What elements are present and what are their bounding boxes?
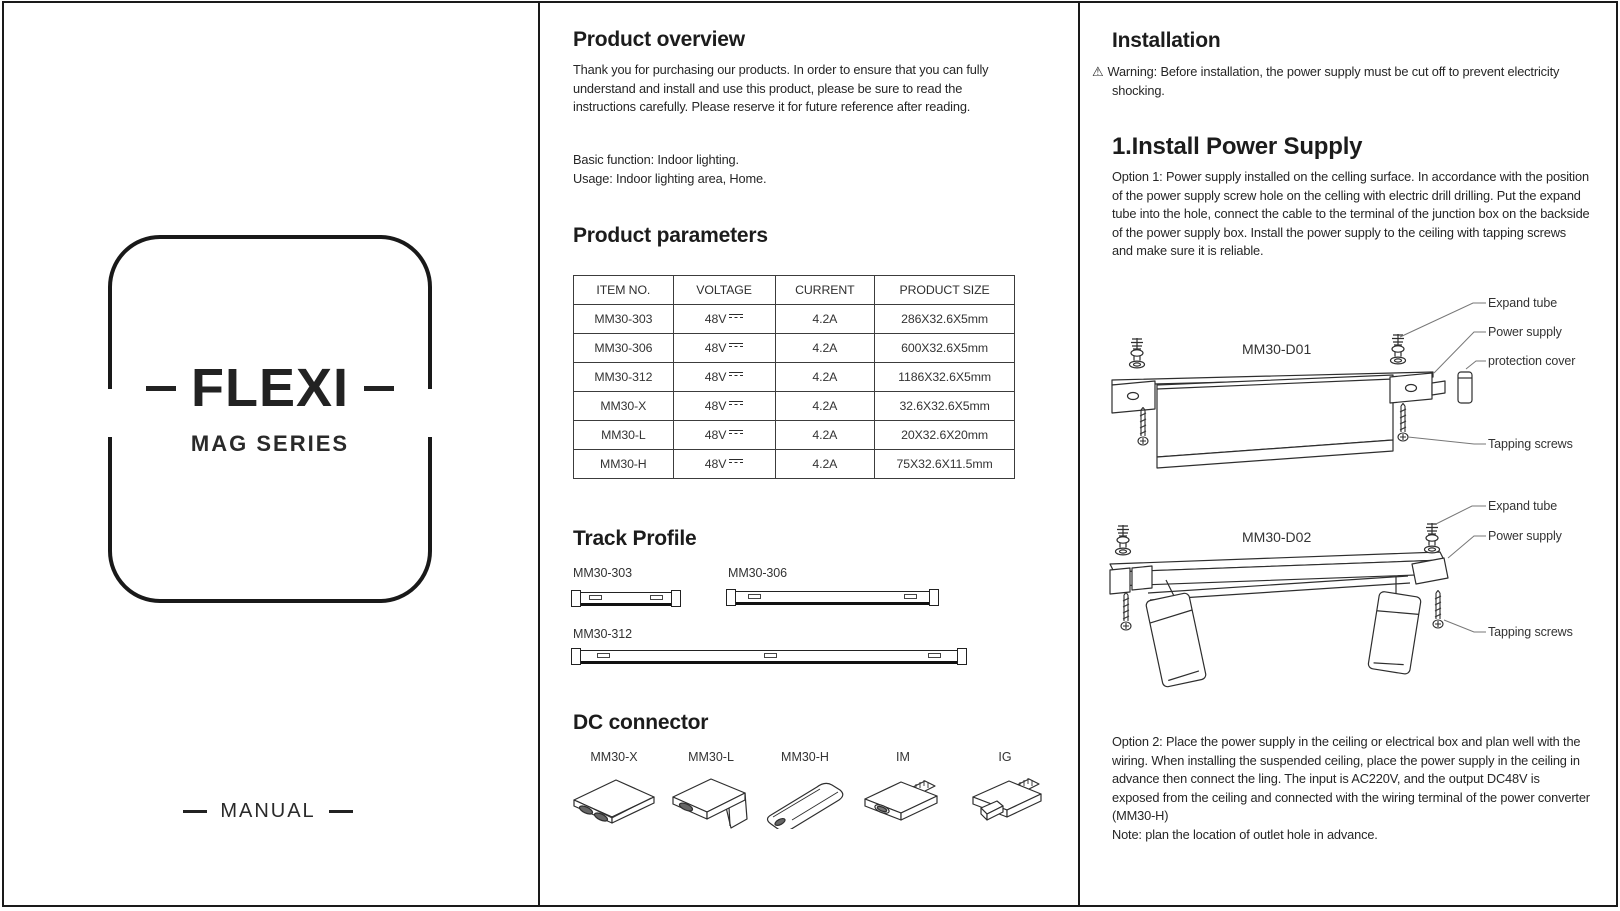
callout-tapping-screws: Tapping screws <box>1488 437 1573 451</box>
callout-expand-tube: Expand tube <box>1488 296 1558 310</box>
diagram1-label: MM30-D01 <box>1242 341 1312 357</box>
table-row <box>574 363 1015 392</box>
dc-connector-item <box>959 750 1051 829</box>
dc-connector-h-drawing <box>759 767 851 829</box>
track-profile-drawing-312 <box>576 650 962 664</box>
product-overview-intro: Thank you for purchasing our products. In order to ensure that you can fully understand and install and use this product, please be sure to read the instructions carefully. Please reserve it for future reference after reading. <box>573 62 989 115</box>
dc-symbol-icon <box>729 343 743 353</box>
dc-symbol-icon <box>729 430 743 440</box>
product-overview-title: Product overview <box>573 28 745 51</box>
brand-name: FLEXI <box>190 358 349 418</box>
product-parameters-title: Product parameters <box>573 224 768 247</box>
table-row <box>574 421 1015 450</box>
note-text: Note: plan the location of outlet hole in advance. <box>1112 826 1378 842</box>
manual-row <box>0 800 536 823</box>
dc-connector-item <box>665 750 757 829</box>
dc-connector-im-drawing <box>857 767 949 829</box>
dc-symbol-icon <box>729 314 743 324</box>
track-connector-mark <box>928 653 941 658</box>
track-profile-title: Track Profile <box>573 527 697 550</box>
dc-symbol-icon <box>729 401 743 411</box>
overview-panel <box>538 0 1078 911</box>
cell-item: MM30-306 <box>574 334 674 363</box>
cell-current: 4.2A <box>775 450 875 479</box>
track-profile-drawing-306 <box>731 591 934 605</box>
track-item-label: MM30-303 <box>573 566 632 580</box>
brand-dash-right <box>364 386 394 391</box>
track-connector-mark <box>589 595 602 600</box>
dc-connector-item <box>857 750 949 829</box>
brand-logo-frame <box>108 235 432 603</box>
col-header-item: ITEM NO. <box>574 276 674 305</box>
install-power-supply-title: 1.Install Power Supply <box>1112 133 1363 160</box>
installation-title: Installation <box>1112 29 1221 52</box>
brand-dash-left <box>146 386 176 391</box>
track-connector-mark <box>748 594 761 599</box>
cell-item: MM30-H <box>574 450 674 479</box>
cell-voltage: 48V <box>673 450 775 479</box>
dc-connector-label: MM30-X <box>590 750 638 764</box>
track-item-label: MM30-306 <box>728 566 787 580</box>
track-connector-mark <box>597 653 610 658</box>
cell-current: 4.2A <box>775 392 875 421</box>
dc-connector-ig-drawing <box>959 767 1051 829</box>
col-header-size: PRODUCT SIZE <box>875 276 1015 305</box>
option2-block <box>1112 733 1590 845</box>
cell-size: 20X32.6X20mm <box>875 421 1015 450</box>
track-connector-mark <box>904 594 917 599</box>
cell-item: MM30-303 <box>574 305 674 334</box>
cell-size: 286X32.6X5mm <box>875 305 1015 334</box>
callout-expand-tube: Expand tube <box>1488 499 1558 513</box>
cell-size: 1186X32.6X5mm <box>875 363 1015 392</box>
manual-dash-right <box>329 810 353 813</box>
dc-connector-x-drawing <box>568 767 660 829</box>
warning-text: ⚠ Warning: Before installation, the power supply must be cut off to prevent electricity shocking. <box>1092 64 1560 98</box>
cell-current: 4.2A <box>775 334 875 363</box>
usage-line: Usage: Indoor lighting area, Home. <box>573 171 767 186</box>
table-row <box>574 305 1015 334</box>
callout-power-supply: Power supply <box>1488 325 1562 339</box>
track-item-label: MM30-312 <box>573 627 632 641</box>
dc-connector-label: MM30-H <box>781 750 829 764</box>
table-row <box>574 450 1015 479</box>
brand-row <box>112 357 428 419</box>
option1-text: Option 1: Power supply installed on the celling surface. In accordance with the position of the power supply screw hole on the celling with electric drill drilling. Put the expand tube into the hole, connect the cable to the terminal of the junction box on the backside of the power supply box. Install the power supply to the ceiling with tapping screws and make sure it is reliable. <box>1112 169 1590 259</box>
track-connector-mark <box>764 653 777 658</box>
table-header-row <box>574 276 1015 305</box>
dc-connector-label: IG <box>998 750 1012 764</box>
callout-tapping-screws: Tapping screws <box>1488 625 1573 639</box>
cell-voltage: 48V <box>673 363 775 392</box>
cell-current: 4.2A <box>775 363 875 392</box>
cell-voltage: 48V <box>673 392 775 421</box>
manual-dash-left <box>183 810 207 813</box>
dc-connector-label: IM <box>896 750 910 764</box>
track-connector-mark <box>650 595 663 600</box>
series-name: MAG SERIES <box>190 431 350 456</box>
dc-symbol-icon <box>729 372 743 382</box>
callout-protection-cover: protection cover <box>1488 354 1576 368</box>
dc-connector-title: DC connector <box>573 711 709 734</box>
basic-function-line: Basic function: Indoor lighting. <box>573 152 739 167</box>
dc-connector-item <box>568 750 660 829</box>
cell-size: 75X32.6X11.5mm <box>875 450 1015 479</box>
callout-power-supply: Power supply <box>1488 529 1562 543</box>
dc-connector-l-drawing <box>665 767 757 829</box>
cell-item: MM30-L <box>574 421 674 450</box>
cell-voltage: 48V <box>673 305 775 334</box>
cell-size: 32.6X32.6X5mm <box>875 392 1015 421</box>
product-parameters-table <box>573 275 1015 479</box>
col-header-voltage: VOLTAGE <box>673 276 775 305</box>
warning-icon: ⚠ <box>1092 64 1104 79</box>
installation-panel <box>1078 0 1620 911</box>
option2-text: Option 2: Place the power supply in the ceiling or electrical box and plan well with the wiring. When installing the suspended ceiling, place the power supply in the ceiling in advance then connect the ling. The input is AC220V, and the output DC48V is exposed from the ceiling and connected with the wiring terminal of the power converter (MM30-H) <box>1112 734 1590 824</box>
dc-connector-label: MM30-L <box>688 750 734 764</box>
table-row <box>574 392 1015 421</box>
manual-label: MANUAL <box>220 800 316 822</box>
dc-symbol-icon <box>729 459 743 469</box>
cover-panel <box>0 0 538 911</box>
cell-current: 4.2A <box>775 421 875 450</box>
cell-voltage: 48V <box>673 421 775 450</box>
cell-current: 4.2A <box>775 305 875 334</box>
diagram2-label: MM30-D02 <box>1242 529 1312 545</box>
cell-item: MM30-312 <box>574 363 674 392</box>
table-row <box>574 334 1015 363</box>
cell-size: 600X32.6X5mm <box>875 334 1015 363</box>
dc-connector-item <box>759 750 851 829</box>
col-header-current: CURRENT <box>775 276 875 305</box>
cell-item: MM30-X <box>574 392 674 421</box>
cell-voltage: 48V <box>673 334 775 363</box>
track-profile-drawing-303 <box>576 592 676 606</box>
